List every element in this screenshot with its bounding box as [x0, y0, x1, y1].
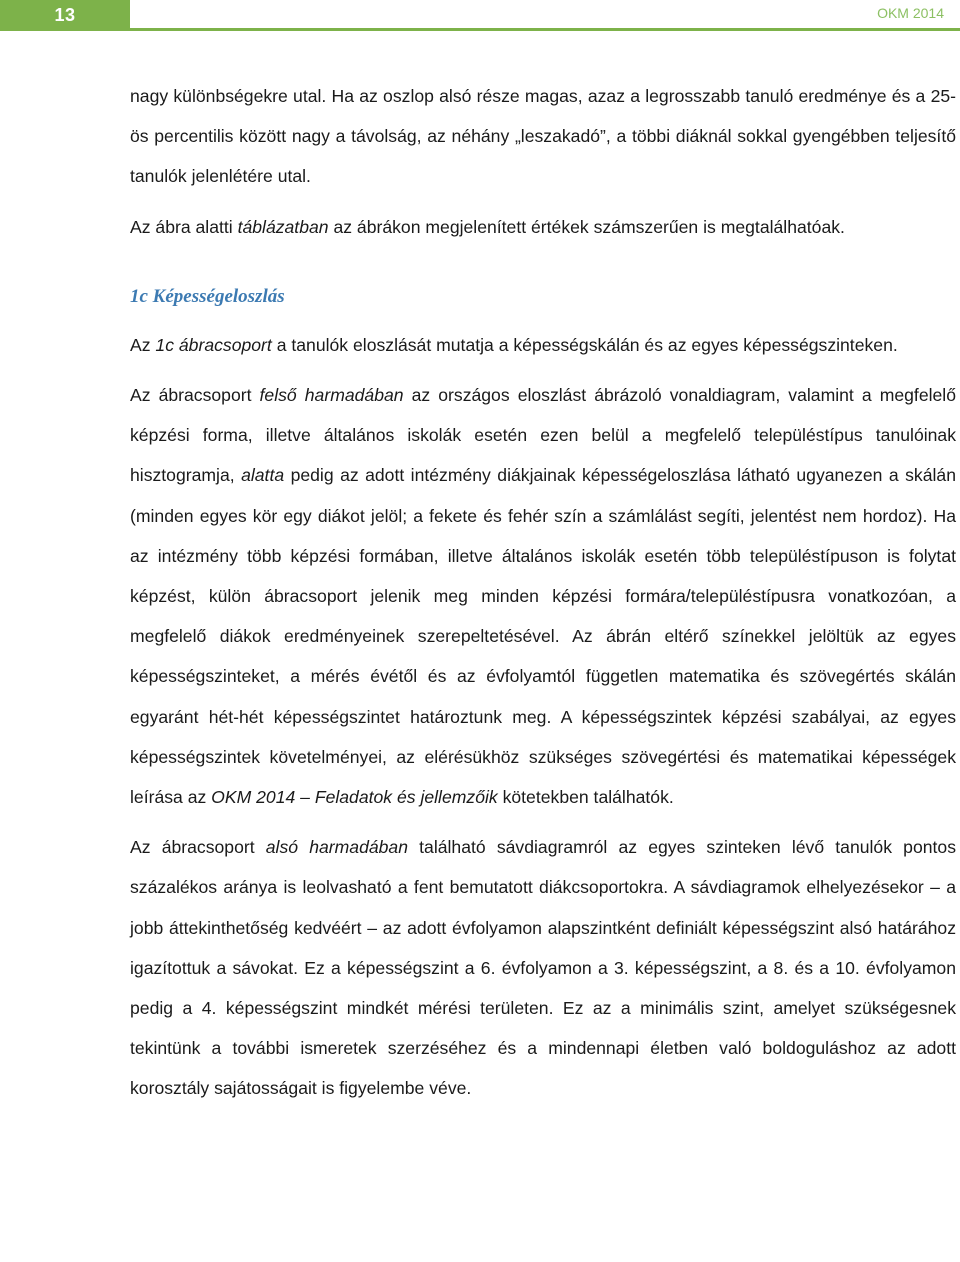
header-title: OKM 2014: [877, 5, 944, 21]
paragraph-4: [130, 375, 956, 817]
paragraph-5-emphasis: alsó harmadában: [265, 837, 408, 858]
paragraph-5: [130, 827, 956, 1108]
paragraph-3-emphasis: 1c ábracsoport: [155, 334, 272, 355]
paragraph-4-emphasis-3: OKM 2014 – Feladatok és jellemzőik: [211, 787, 498, 808]
paragraph-2-text-a: Az ábra alatti: [130, 216, 238, 237]
paragraph-3-text-a: Az: [130, 334, 156, 355]
paragraph-1: nagy különbségekre utal. Ha az oszlop alsó része magas, azaz a legrosszabb tanuló eredménye és a 25-ös percentilis között nagy a távolság, az néhány „leszakadó”, a többi diáknál sokkal gyengébben teljesítő tanulók jelenlétére utal.: [130, 86, 956, 187]
paragraph-2: [130, 207, 956, 247]
paragraph-4-text-g: kötetekben találhatók.: [497, 787, 674, 808]
paragraph-5-text-a: Az ábracsoport: [130, 837, 266, 858]
document-body: [130, 76, 956, 1109]
paragraph-4-text-c: az országos eloszlást ábrázoló vonaldiagram, valamint a megfelelő képzési forma, illetve általános iskolák esetén ezen belül a megfelelő településtípus tanulóinak hisztogramja,: [130, 385, 956, 486]
paragraph-5-text-c: található sávdiagramról az egyes szinteken lévő tanulók pontos százalékos aránya is leolvasható a fent bemutatott diákcsoportokra. A sávdiagramok elhelyezésekor – a jobb áttekinthetőség kedvéért – az adott évfolyamon alapszintként definiált képességszint alsó határához igazítottuk a sávokat. Ez a képességszint a 6. évfolyamon a 3. képességszint, a 8. és a 10. évfolyamon pedig a 4. képességszint mindkét mérési területen. Ez az a minimális szint, amelyet szükségesnek tekintünk a további ismeretek szerzéséhez és a mindennapi életben való boldoguláshoz az adott korosztály sajátosságait is figyelembe véve.: [130, 837, 956, 1099]
paragraph-4-emphasis-2: alatta: [241, 465, 285, 486]
paragraph-4-text-e: pedig az adott intézmény diákjainak képességeloszlása látható ugyanezen a skálán (minden egyes kör egy diákot jelöl; a fekete és fehér szín a számlálást segíti, jelentést nem hordoz). Ha az intézmény több képzési formában, illetve általános iskolák esetén több településtípuson is folytat képzést, külön ábracsoport jelenik meg minden képzési formára/településtípusra vonatkozóan, a megfelelő diákok eredményeinek szerepeltetésével. Az ábrán eltérő színekkel jelöltük az egyes képességszinteket, a mérés évétől és az évfolyamtól független matematika és szövegértés skálán egyaránt hét-hét képességszintet határoztunk meg. A képességszintek képzési szabályai, az egyes képességszintek követelményei, az elérésükhöz szükséges szövegértési és matematikai képességek leírása az: [130, 465, 956, 808]
header-divider: [130, 28, 960, 31]
paragraph-2-emphasis: táblázatban: [237, 216, 329, 237]
paragraph-3-text-c: a tanulók eloszlását mutatja a képességskálán és az egyes képességszinteken.: [271, 334, 898, 355]
page-header: [0, 0, 960, 32]
paragraph-4-text-a: Az ábracsoport: [130, 385, 260, 406]
paragraph-2-text-c: az ábrákon megjelenített értékek számszerűen is megtalálhatóak.: [328, 216, 845, 237]
section-heading: 1c Képességeloszlás: [130, 285, 285, 307]
page-number: 13: [0, 0, 130, 31]
paragraph-4-emphasis-1: felső harmadában: [259, 385, 404, 406]
paragraph-3: [130, 325, 956, 365]
